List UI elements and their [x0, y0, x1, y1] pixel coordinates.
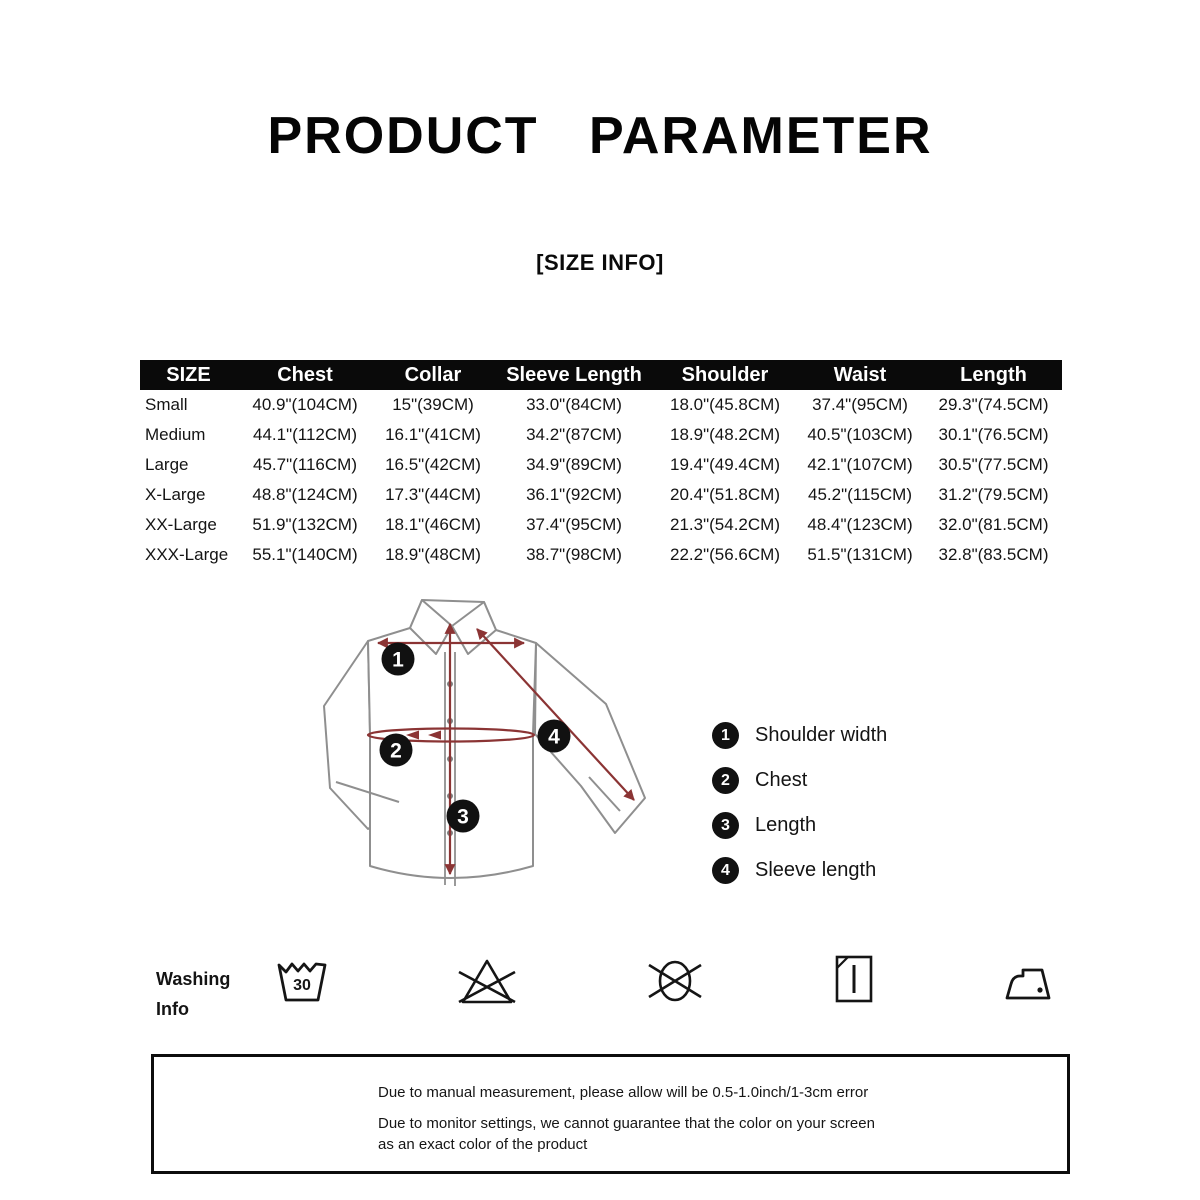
table-row — [140, 540, 1062, 570]
shirt-measurement-diagram — [298, 586, 678, 920]
table-cell: 30.1"(76.5CM) — [938, 425, 1049, 444]
shirt-outline — [324, 600, 645, 878]
legend-marker-4: 4 — [712, 857, 739, 884]
table-cell: 55.1"(140CM) — [252, 545, 358, 564]
table-cell: 32.8"(83.5CM) — [938, 545, 1049, 564]
marker-4 — [538, 720, 571, 753]
table-cell: 40.5"(103CM) — [807, 425, 913, 444]
legend-item-length — [712, 812, 887, 839]
svg-text:1: 1 — [392, 648, 404, 672]
table-cell: 16.5"(42CM) — [385, 455, 481, 474]
footer-line: Due to monitor settings, we cannot guarantee that the color on your screen — [378, 1115, 875, 1132]
footer-line: Due to manual measurement, please allow will be 0.5-1.0inch/1-3cm error — [378, 1084, 869, 1101]
table-cell: 18.9"(48.2CM) — [670, 425, 780, 444]
marker-2 — [380, 734, 413, 767]
table-cell: 42.1"(107CM) — [807, 455, 913, 474]
footer-note-box — [151, 1054, 1070, 1174]
table-cell: 17.3"(44CM) — [385, 485, 481, 504]
header-chest: Chest — [237, 360, 373, 390]
table-cell: 21.3"(54.2CM) — [670, 515, 780, 534]
svg-text:4: 4 — [548, 725, 560, 749]
table-cell: 51.5"(131CM) — [807, 545, 913, 564]
table-cell: XXX-Large — [145, 545, 229, 564]
table-cell: 16.1"(41CM) — [385, 425, 481, 444]
table-row — [140, 510, 1062, 540]
table-cell: 44.1"(112CM) — [253, 425, 357, 444]
legend-label: Sleeve length — [755, 859, 877, 881]
header-collar: Collar — [373, 360, 493, 390]
table-cell: 37.4"(95CM) — [812, 395, 908, 414]
page-title: PRODUCT PARAMETER — [267, 107, 933, 165]
marker-1 — [382, 643, 415, 676]
table-cell: 30.5"(77.5CM) — [938, 455, 1049, 474]
do-not-dry-clean-icon — [646, 956, 704, 1006]
legend-marker-1: 1 — [712, 722, 739, 749]
washing-info-label: Washing Info — [156, 969, 231, 1019]
table-cell: 45.2"(115CM) — [808, 485, 912, 504]
table-row — [140, 420, 1062, 450]
table-cell: 32.0"(81.5CM) — [938, 515, 1049, 534]
table-cell: Large — [145, 455, 189, 474]
table-cell: 51.9"(132CM) — [252, 515, 358, 534]
legend-item-shoulder-width — [712, 722, 887, 749]
table-cell: 38.7"(98CM) — [526, 545, 622, 564]
table-cell: 48.4"(123CM) — [807, 515, 913, 534]
table-cell: 37.4"(95CM) — [526, 515, 622, 534]
header-waist: Waist — [795, 360, 925, 390]
table-cell: X-Large — [145, 485, 206, 504]
machine-wash-30-icon — [276, 960, 328, 1004]
table-header-row — [140, 360, 1062, 390]
legend-label: Length — [755, 814, 817, 836]
footer-line: as an exact color of the product — [378, 1136, 588, 1153]
drip-dry-icon — [834, 954, 874, 1004]
table-cell: 36.1"(92CM) — [526, 485, 622, 504]
legend-label: Chest — [755, 769, 808, 791]
table-cell: 40.9"(104CM) — [252, 395, 358, 414]
table-cell: 45.7"(116CM) — [253, 455, 357, 474]
legend-marker-3: 3 — [712, 812, 739, 839]
footer-note-text — [378, 1082, 875, 1155]
table-row — [140, 480, 1062, 510]
table-cell: 15"(39CM) — [392, 395, 474, 414]
svg-text:2: 2 — [390, 739, 402, 763]
do-not-bleach-icon — [456, 958, 518, 1006]
table-cell: 48.8"(124CM) — [252, 485, 358, 504]
legend-item-chest — [712, 767, 887, 794]
legend-marker-2: 2 — [712, 767, 739, 794]
table-cell: 20.4"(51.8CM) — [670, 485, 780, 504]
table-row — [140, 390, 1062, 420]
svg-text:30: 30 — [293, 977, 311, 994]
svg-text:3: 3 — [457, 805, 469, 829]
table-cell: 34.9"(89CM) — [526, 455, 622, 474]
table-cell: 18.9"(48CM) — [385, 545, 481, 564]
table-cell: 31.2"(79.5CM) — [938, 485, 1049, 504]
table-cell: 33.0"(84CM) — [526, 395, 622, 414]
table-cell: 29.3"(74.5CM) — [938, 395, 1049, 414]
table-cell: 18.0"(45.8CM) — [670, 395, 780, 414]
header-length: Length — [925, 360, 1062, 390]
size-table — [140, 360, 1062, 570]
table-cell: Small — [145, 395, 188, 414]
table-cell: 18.1"(46CM) — [385, 515, 481, 534]
header-size: SIZE — [140, 360, 237, 390]
header-sleeve-length: Sleeve Length — [493, 360, 655, 390]
iron-icon — [1004, 960, 1052, 1000]
measurement-legend — [712, 722, 887, 884]
legend-label: Shoulder width — [755, 724, 888, 746]
table-row — [140, 450, 1062, 480]
table-cell: XX-Large — [145, 515, 217, 534]
header-shoulder: Shoulder — [655, 360, 795, 390]
size-info-subtitle: [SIZE INFO] — [536, 250, 664, 275]
table-cell: Medium — [145, 425, 206, 444]
marker-3 — [447, 800, 480, 833]
table-cell: 19.4"(49.4CM) — [670, 455, 780, 474]
table-cell: 22.2"(56.6CM) — [670, 545, 780, 564]
table-cell: 34.2"(87CM) — [526, 425, 622, 444]
legend-item-sleeve-length — [712, 857, 887, 884]
